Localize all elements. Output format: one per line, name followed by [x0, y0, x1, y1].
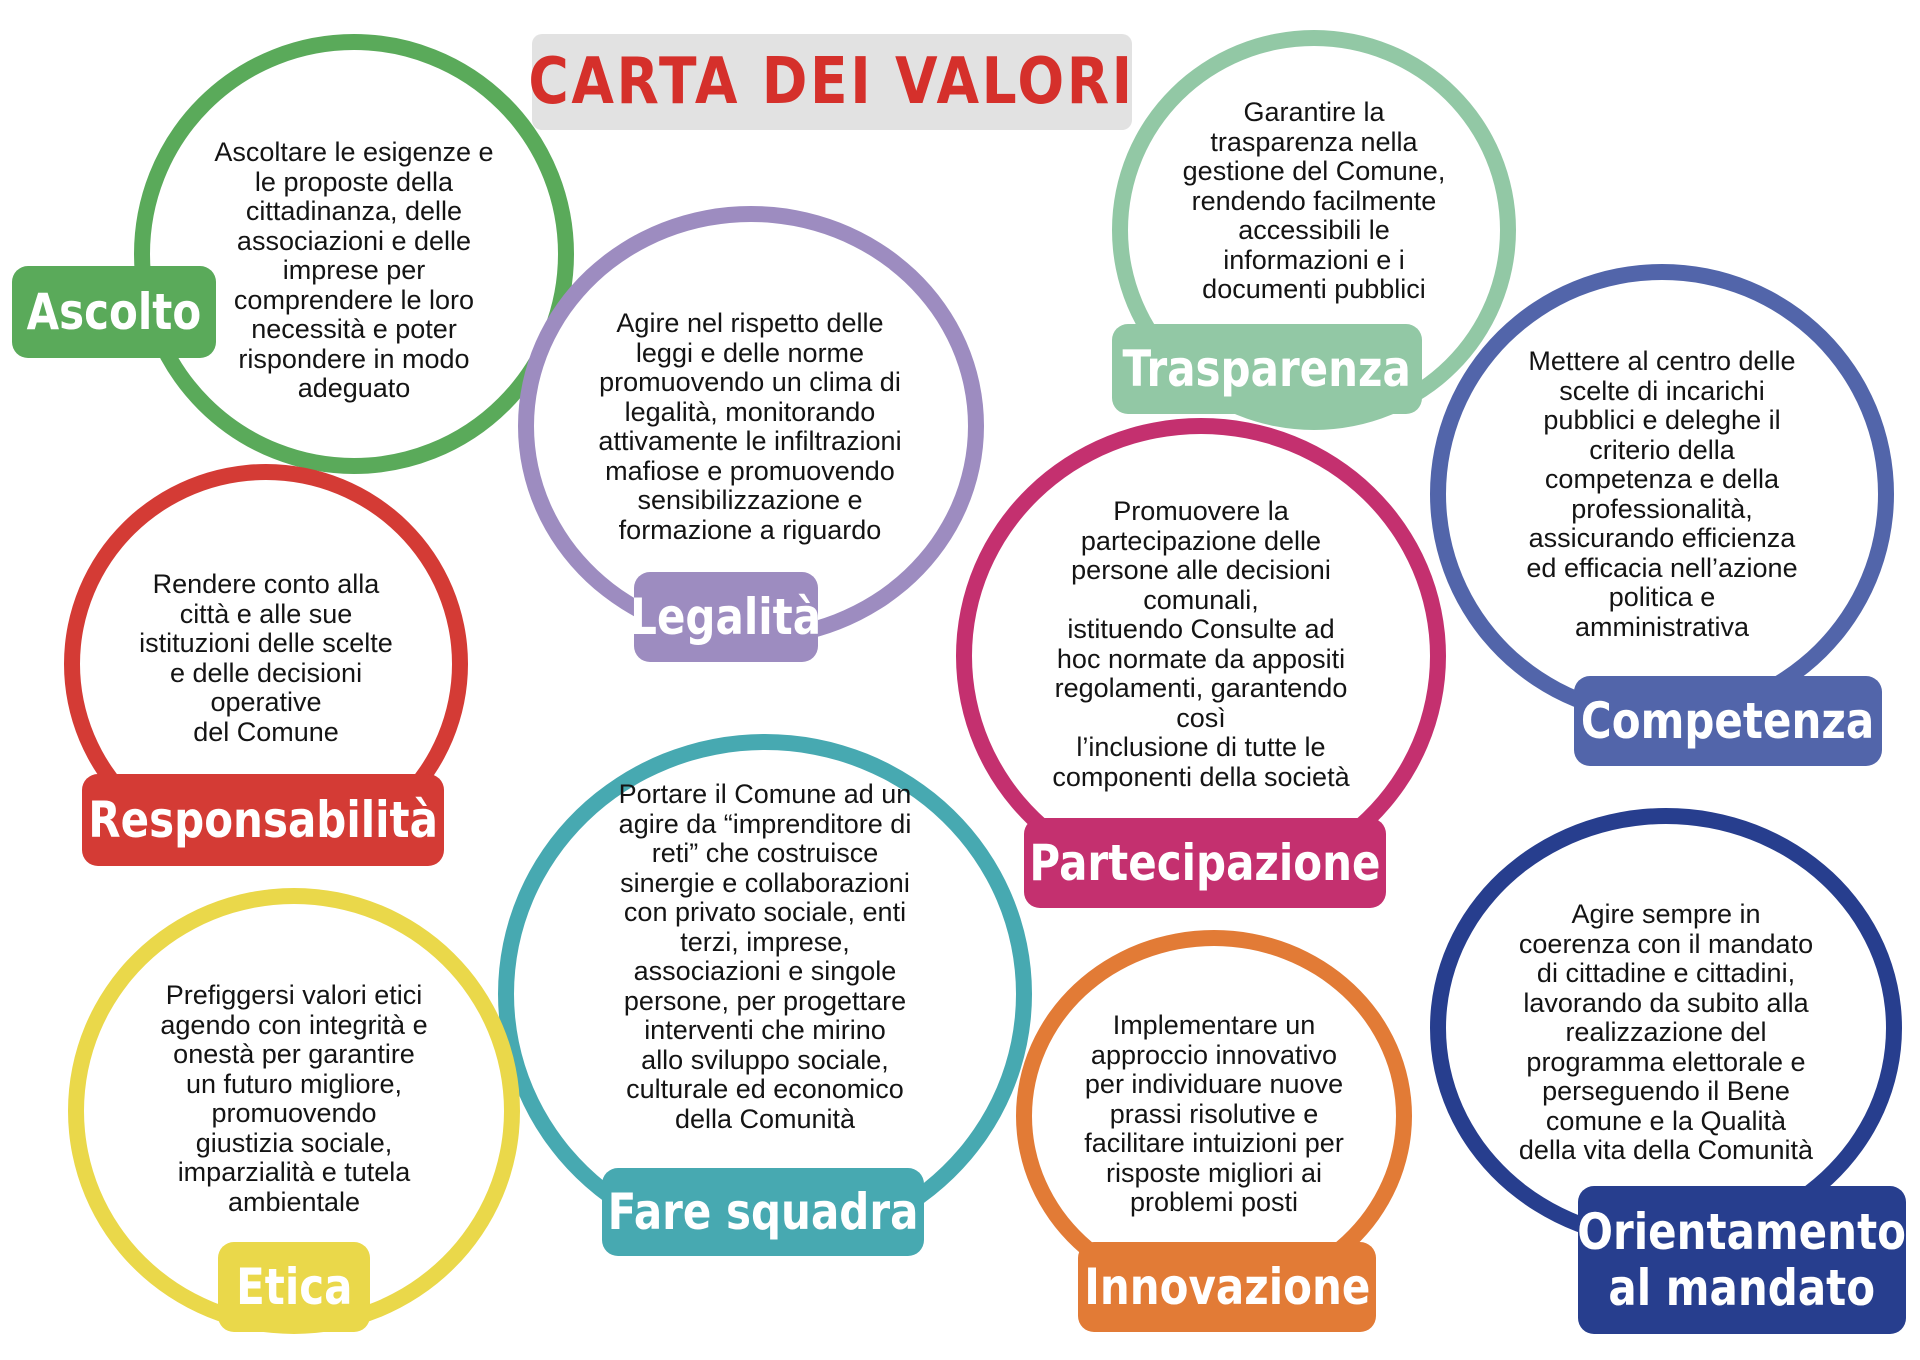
responsabilita-description	[104, 570, 428, 747]
description-line: leggi e delle norme	[635, 337, 865, 368]
description-line: regolamenti, garantendo	[1054, 673, 1348, 703]
description-line: legalità, monitorando	[624, 396, 876, 427]
responsabilita-label: Responsabilità	[82, 774, 444, 866]
description-line: terzi, imprese,	[680, 926, 850, 957]
description-line: persone, per progettare	[623, 985, 907, 1016]
description-line: mafiose e promuovendo	[605, 455, 895, 486]
description-line: Portare il Comune ad un	[618, 779, 912, 809]
description-line: competenza e della	[1544, 464, 1780, 494]
description-line: associazioni e delle	[236, 225, 472, 256]
description-line: assicurando efficienza	[1528, 523, 1796, 553]
description-line: necessità e poter	[251, 314, 457, 344]
competenza-label: Competenza	[1574, 676, 1882, 766]
description-line: componenti della società	[1052, 761, 1350, 792]
description-line: così	[1176, 702, 1226, 733]
description-line: promuovendo un clima di	[599, 367, 901, 397]
description-line: Ascoltare le esigenze e	[214, 137, 494, 167]
description-line: istituendo Consulte ad	[1067, 614, 1335, 644]
description-line: operative	[210, 687, 322, 717]
description-line: di cittadine e cittadini,	[1536, 958, 1796, 988]
description-line: comune e la Qualità	[1545, 1105, 1787, 1136]
description-line: Agire sempre in	[1571, 899, 1761, 929]
description-line: imparzialità e tutela	[177, 1157, 411, 1187]
description-line: Garantire la	[1243, 97, 1385, 127]
description-line: città e alle sue	[179, 598, 353, 629]
description-line: persone alle decisioni	[1071, 555, 1331, 585]
description-line: l’inclusione di tutte le	[1076, 732, 1326, 762]
description-line: imprese per	[282, 255, 426, 285]
description-line: risposte migliori ai	[1105, 1157, 1323, 1188]
description-line: trasparenza nella	[1210, 126, 1418, 157]
etica-label: Etica	[218, 1242, 370, 1332]
description-line: agendo con integrità e	[160, 1009, 428, 1040]
description-line: approccio innovativo	[1090, 1039, 1338, 1070]
title-banner	[528, 34, 1136, 130]
description-line: scelte di incarichi	[1559, 375, 1765, 406]
description-line: cittadinanza, delle	[245, 196, 463, 226]
description-line: agire da “imprenditore di	[618, 808, 912, 839]
description-line: onestà per garantire	[173, 1039, 415, 1069]
description-line: ambientale	[227, 1186, 361, 1217]
description-line: pubblici e deleghe il	[1543, 405, 1781, 435]
description-line: rispondere in modo	[238, 343, 470, 374]
description-line: Mettere al centro delle	[1528, 346, 1796, 376]
description-line: comunali,	[1143, 584, 1259, 615]
partecipazione-description	[1011, 497, 1391, 792]
description-line: documenti pubblici	[1202, 274, 1426, 304]
description-line: coerenza con il mandato	[1518, 928, 1814, 959]
description-line: gestione del Comune,	[1182, 156, 1446, 186]
description-line: del Comune	[193, 716, 339, 747]
description-line: adeguato	[297, 373, 411, 403]
description-line: allo sviluppo sociale,	[641, 1044, 889, 1075]
description-line: prassi risolutive e	[1109, 1098, 1319, 1129]
legalita-description	[570, 309, 930, 545]
legalita-label: Legalità	[634, 572, 818, 662]
innovazione-description	[1054, 1011, 1374, 1218]
description-line: le proposte della	[254, 166, 454, 197]
description-line: della Comunità	[674, 1103, 856, 1134]
description-line: facilitare intuizioni per	[1084, 1128, 1344, 1158]
description-line: rendendo facilmente	[1191, 185, 1437, 216]
description-line: sinergie e collaborazioni	[620, 867, 910, 898]
competenza-description	[1482, 347, 1842, 642]
partecipazione-label: Partecipazione	[1024, 818, 1386, 908]
description-line: Rendere conto alla	[152, 569, 380, 599]
description-line: reti” che costruisce	[651, 838, 879, 868]
description-line: realizzazione del	[1565, 1017, 1767, 1047]
description-line: comprendere le loro	[233, 284, 475, 315]
trasparenza-description	[1152, 98, 1476, 305]
description-line: e delle decisioni	[169, 657, 363, 688]
description-line: ed efficacia nell’azione	[1526, 552, 1798, 583]
orientamento-label: Orientamento al mandato	[1578, 1186, 1906, 1334]
description-line: formazione a riguardo	[618, 514, 882, 545]
description-line: un futuro migliore,	[185, 1068, 403, 1099]
description-line: Promuovere la	[1113, 496, 1289, 526]
description-line: amministrativa	[1574, 611, 1750, 642]
description-line: Prefiggersi valori etici	[165, 980, 423, 1010]
ascolto-description	[184, 138, 524, 404]
description-line: per individuare nuove	[1084, 1069, 1344, 1099]
innovazione-label: Innovazione	[1078, 1242, 1376, 1332]
description-line: informazioni e i	[1223, 244, 1405, 275]
etica-description	[124, 981, 464, 1217]
description-line: hoc normate da appositi	[1056, 643, 1346, 674]
description-line: professionalità,	[1571, 493, 1753, 524]
description-line: partecipazione delle	[1080, 525, 1322, 556]
description-line: programma elettorale e	[1526, 1046, 1806, 1077]
page-title: CARTA DEI VALORI	[528, 45, 1136, 119]
orientamento-description	[1486, 900, 1846, 1166]
description-line: interventi che mirino	[644, 1015, 886, 1045]
description-line: Agire nel rispetto delle	[616, 308, 884, 338]
description-line: problemi posti	[1129, 1187, 1299, 1217]
description-line: Implementare un	[1112, 1010, 1316, 1040]
trasparenza-label: Trasparenza	[1112, 324, 1422, 414]
description-line: accessibili le	[1238, 215, 1390, 245]
fare-squadra-description	[570, 780, 960, 1134]
ascolto-label: Ascolto	[12, 266, 216, 358]
fare-squadra-label: Fare squadra	[602, 1168, 924, 1256]
description-line: associazioni e singole	[633, 956, 897, 986]
description-line: istituzioni delle scelte	[139, 628, 393, 658]
description-line: sensibilizzazione e	[637, 485, 863, 515]
description-line: promuovendo	[211, 1098, 377, 1128]
description-line: giustizia sociale,	[195, 1127, 393, 1158]
description-line: lavorando da subito alla	[1523, 987, 1809, 1018]
description-line: perseguendo il Bene	[1542, 1076, 1790, 1106]
description-line: attivamente le infiltrazioni	[598, 426, 902, 456]
description-line: culturale ed economico	[626, 1074, 904, 1104]
description-line: della vita della Comunità	[1518, 1135, 1814, 1165]
description-line: politica e	[1608, 582, 1716, 612]
description-line: con privato sociale, enti	[623, 897, 907, 927]
description-line: criterio della	[1589, 434, 1735, 465]
